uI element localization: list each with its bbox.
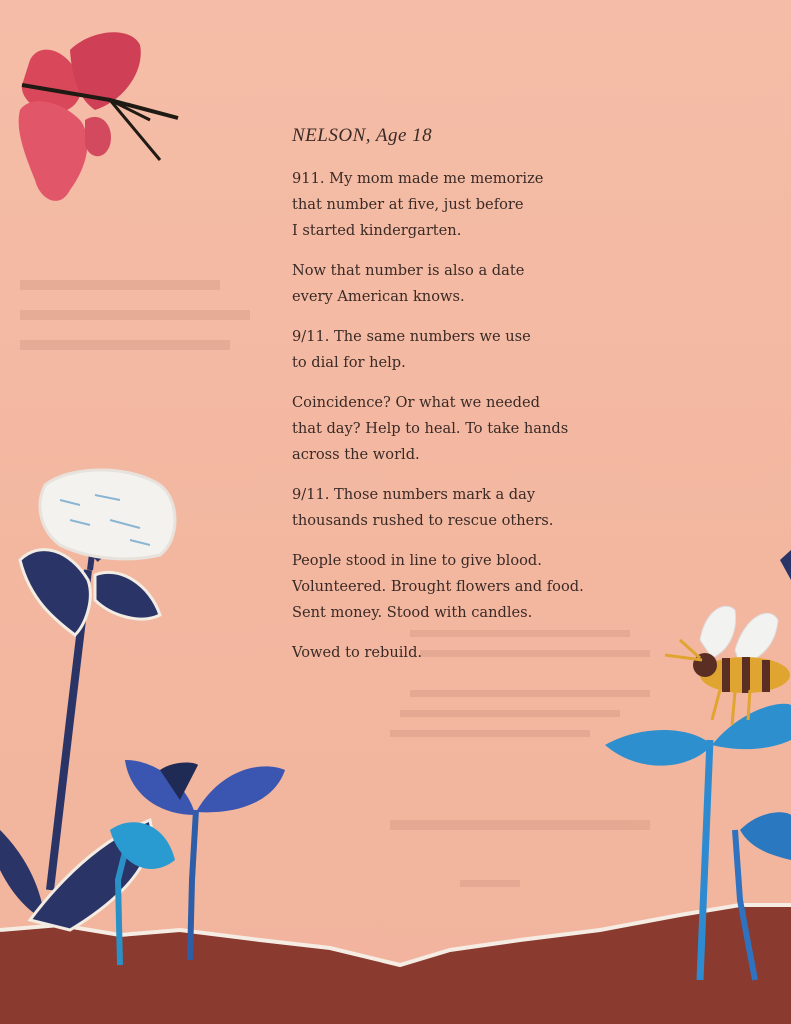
poem-line: Now that number is also a date xyxy=(292,262,525,279)
stanza-1 xyxy=(292,166,592,244)
poem-line: across the world. xyxy=(292,446,420,463)
poem-line: Vowed to rebuild. xyxy=(292,644,423,661)
poem-line: 9/11. The same numbers we use xyxy=(292,328,531,345)
poem-line: to dial for help. xyxy=(292,354,406,371)
poem-line: 9/11. Those numbers mark a day xyxy=(292,486,536,503)
poem-line: I started kindergarten. xyxy=(292,222,462,239)
poem-line: every American knows. xyxy=(292,288,465,305)
poem-line: Coincidence? Or what we needed xyxy=(292,394,540,411)
stanza-2 xyxy=(292,258,592,310)
poem-line: thousands rushed to rescue others. xyxy=(292,512,554,529)
stanza-6 xyxy=(292,548,592,626)
poem-line: 911. My mom made me memorize xyxy=(292,170,544,187)
poem-line: that number at five, just before xyxy=(292,196,524,213)
stanza-3 xyxy=(292,324,592,376)
poem-line: Sent money. Stood with candles. xyxy=(292,604,533,621)
poem-line: that day? Help to heal. To take hands xyxy=(292,420,569,437)
poem-text-block xyxy=(292,124,592,680)
poem-title: NELSON, Age 18 xyxy=(292,125,433,146)
poem-line: Volunteered. Brought flowers and food. xyxy=(292,578,584,595)
stanza-7 xyxy=(292,640,592,666)
butterfly-icon xyxy=(19,32,178,201)
poem-line: People stood in line to give blood. xyxy=(292,552,542,569)
stanza-5 xyxy=(292,482,592,534)
stanza-4 xyxy=(292,390,592,468)
